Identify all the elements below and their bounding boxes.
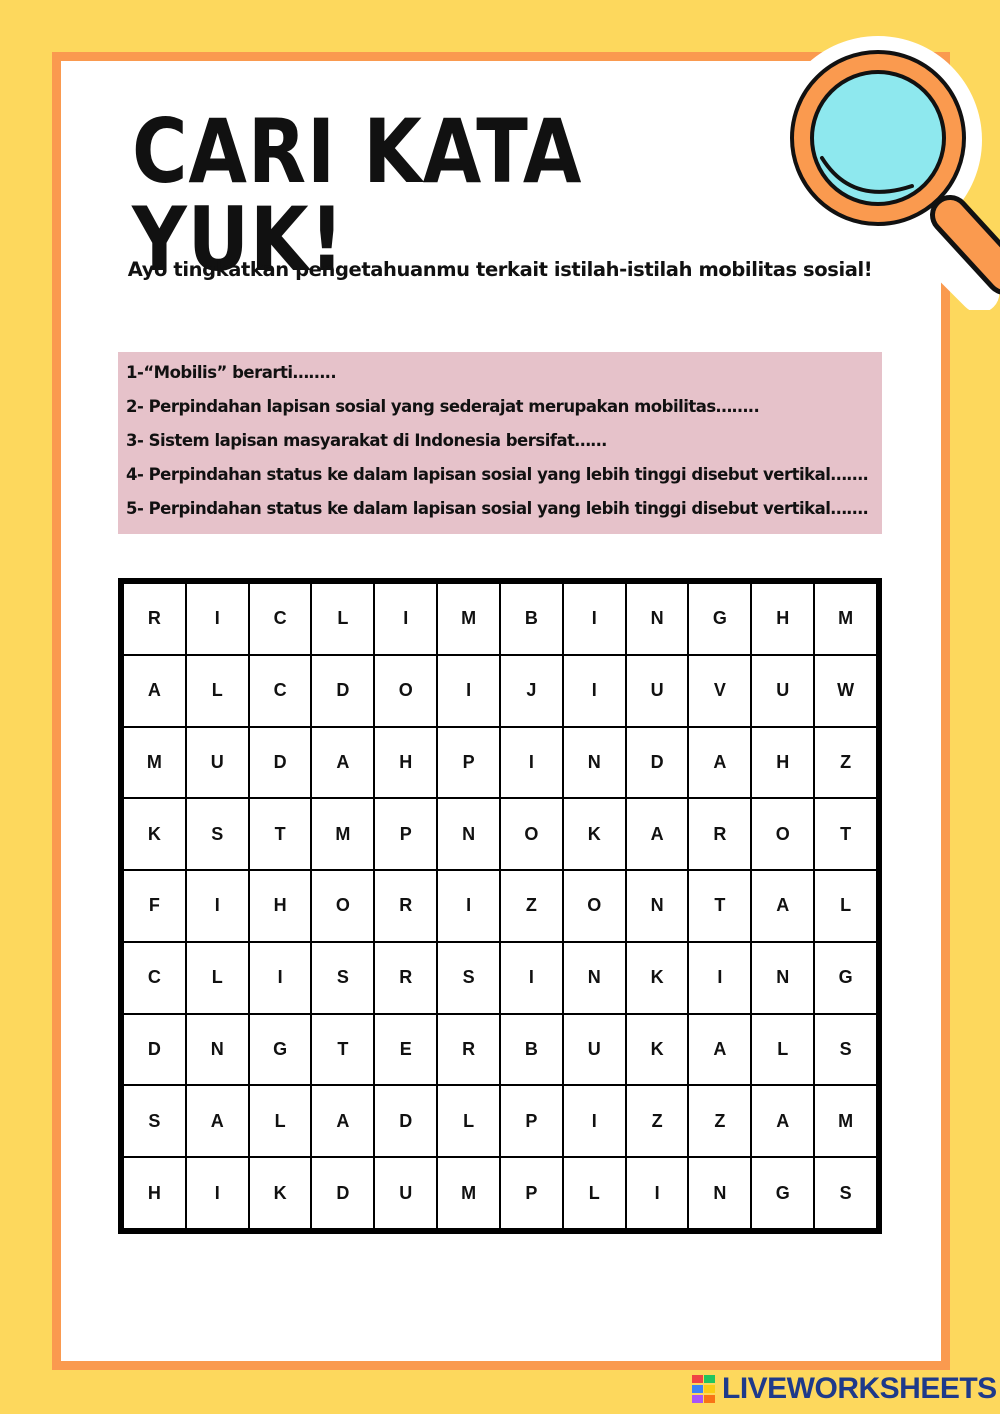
grid-cell[interactable]: O	[564, 871, 625, 941]
subtitle: Ayo tingkatkan pengetahuanmu terkait istilah-istilah mobilitas sosial!	[127, 258, 873, 281]
grid-cell[interactable]: Z	[627, 1086, 688, 1156]
grid-cell[interactable]: K	[627, 1015, 688, 1085]
grid-cell[interactable]: U	[375, 1158, 436, 1228]
grid-cell[interactable]: R	[375, 943, 436, 1013]
grid-cell[interactable]: N	[187, 1015, 248, 1085]
grid-cell[interactable]: L	[438, 1086, 499, 1156]
grid-cell[interactable]: A	[124, 656, 185, 726]
grid-cell[interactable]: N	[752, 943, 813, 1013]
liveworksheets-logo-icon	[692, 1375, 716, 1403]
grid-cell[interactable]: H	[250, 871, 311, 941]
grid-cell[interactable]: O	[312, 871, 373, 941]
grid-cell[interactable]: A	[752, 1086, 813, 1156]
grid-cell[interactable]: H	[752, 728, 813, 798]
grid-cell[interactable]: I	[438, 871, 499, 941]
grid-cell[interactable]: L	[564, 1158, 625, 1228]
grid-cell[interactable]: V	[689, 656, 750, 726]
grid-cell[interactable]: I	[375, 584, 436, 654]
grid-cell[interactable]: H	[124, 1158, 185, 1228]
grid-cell[interactable]: S	[312, 943, 373, 1013]
grid-cell[interactable]: R	[438, 1015, 499, 1085]
grid-cell[interactable]: I	[187, 1158, 248, 1228]
grid-cell[interactable]: S	[187, 799, 248, 869]
grid-cell[interactable]: N	[438, 799, 499, 869]
grid-cell[interactable]: L	[815, 871, 876, 941]
grid-cell[interactable]: H	[752, 584, 813, 654]
grid-cell[interactable]: N	[689, 1158, 750, 1228]
grid-cell[interactable]: D	[375, 1086, 436, 1156]
grid-cell[interactable]: A	[187, 1086, 248, 1156]
grid-cell[interactable]: G	[752, 1158, 813, 1228]
grid-cell[interactable]: R	[689, 799, 750, 869]
grid-cell[interactable]: M	[815, 584, 876, 654]
grid-cell[interactable]: M	[124, 728, 185, 798]
grid-cell[interactable]: A	[627, 799, 688, 869]
grid-cell[interactable]: L	[250, 1086, 311, 1156]
grid-cell[interactable]: S	[124, 1086, 185, 1156]
grid-cell[interactable]: D	[124, 1015, 185, 1085]
grid-cell[interactable]: I	[438, 656, 499, 726]
grid-cell[interactable]: H	[375, 728, 436, 798]
grid-cell[interactable]: A	[752, 871, 813, 941]
liveworksheets-brand	[692, 1372, 997, 1406]
grid-cell[interactable]: O	[375, 656, 436, 726]
grid-cell[interactable]: B	[501, 584, 562, 654]
grid-cell[interactable]: D	[312, 1158, 373, 1228]
grid-cell[interactable]: N	[564, 943, 625, 1013]
grid-cell[interactable]: I	[564, 584, 625, 654]
grid-cell[interactable]: D	[250, 728, 311, 798]
grid-cell[interactable]: C	[124, 943, 185, 1013]
grid-cell[interactable]: G	[250, 1015, 311, 1085]
grid-cell[interactable]: N	[627, 871, 688, 941]
grid-cell[interactable]: T	[250, 799, 311, 869]
word-search-grid	[118, 578, 882, 1234]
grid-cell[interactable]: T	[689, 871, 750, 941]
grid-cell[interactable]: K	[250, 1158, 311, 1228]
grid-cell[interactable]: K	[124, 799, 185, 869]
grid-cell[interactable]: I	[564, 1086, 625, 1156]
question-item: 2- Perpindahan lapisan sosial yang sederajat merupakan mobilitas……..	[126, 397, 760, 416]
grid-cell[interactable]: L	[187, 656, 248, 726]
grid-cell[interactable]: I	[250, 943, 311, 1013]
grid-cell[interactable]: F	[124, 871, 185, 941]
grid-cell[interactable]: A	[689, 728, 750, 798]
grid-cell[interactable]: S	[815, 1158, 876, 1228]
grid-cell[interactable]: G	[815, 943, 876, 1013]
grid-cell[interactable]: R	[375, 871, 436, 941]
grid-cell[interactable]: S	[815, 1015, 876, 1085]
grid-cell[interactable]: A	[689, 1015, 750, 1085]
grid-cell[interactable]: U	[752, 656, 813, 726]
grid-cell[interactable]: L	[312, 584, 373, 654]
grid-cell[interactable]: G	[689, 584, 750, 654]
grid-cell[interactable]: I	[627, 1158, 688, 1228]
grid-cell[interactable]: L	[187, 943, 248, 1013]
brand-text: LIVEWORKSHEETS	[722, 1372, 997, 1405]
question-item: 1-“Mobilis” berarti……..	[126, 363, 337, 382]
grid-cell[interactable]: B	[501, 1015, 562, 1085]
grid-cell[interactable]: N	[564, 728, 625, 798]
grid-cell[interactable]: S	[438, 943, 499, 1013]
grid-cell[interactable]: M	[312, 799, 373, 869]
grid-cell[interactable]: E	[375, 1015, 436, 1085]
grid-cell[interactable]: A	[312, 1086, 373, 1156]
grid-cell[interactable]: A	[312, 728, 373, 798]
grid-cell[interactable]: Z	[501, 871, 562, 941]
question-item: 5- Perpindahan status ke dalam lapisan sosial yang lebih tinggi disebut vertikal…….	[126, 499, 869, 518]
grid-cell[interactable]: R	[124, 584, 185, 654]
grid-cell[interactable]: Z	[689, 1086, 750, 1156]
grid-cell[interactable]: D	[312, 656, 373, 726]
grid-cell[interactable]: P	[375, 799, 436, 869]
grid-cell[interactable]: W	[815, 656, 876, 726]
grid-cell[interactable]: C	[250, 584, 311, 654]
grid-cell[interactable]: M	[815, 1086, 876, 1156]
grid-cell[interactable]: P	[501, 1086, 562, 1156]
grid-cell[interactable]: C	[250, 656, 311, 726]
grid-cell[interactable]: T	[815, 799, 876, 869]
grid-cell[interactable]: O	[501, 799, 562, 869]
grid-cell[interactable]: I	[187, 871, 248, 941]
grid-cell[interactable]: P	[438, 728, 499, 798]
grid-cell[interactable]: M	[438, 584, 499, 654]
question-item: 4- Perpindahan status ke dalam lapisan sosial yang lebih tinggi disebut vertikal…….	[126, 465, 869, 484]
grid-cell[interactable]: I	[501, 728, 562, 798]
grid-cell[interactable]: I	[187, 584, 248, 654]
grid-cell[interactable]: D	[627, 728, 688, 798]
grid-cell[interactable]: U	[187, 728, 248, 798]
grid-cell[interactable]: U	[564, 1015, 625, 1085]
grid-cell[interactable]: U	[627, 656, 688, 726]
grid-cell[interactable]: M	[438, 1158, 499, 1228]
grid-cell[interactable]: K	[627, 943, 688, 1013]
question-item: 3- Sistem lapisan masyarakat di Indonesia bersifat……	[126, 431, 607, 450]
grid-cell[interactable]: O	[752, 799, 813, 869]
grid-cell[interactable]: I	[564, 656, 625, 726]
page-title: CARI KATA YUK!	[132, 100, 583, 291]
grid-cell[interactable]: Z	[815, 728, 876, 798]
grid-cell[interactable]: J	[501, 656, 562, 726]
grid-cell[interactable]: L	[752, 1015, 813, 1085]
question-list	[118, 352, 882, 534]
grid-cell[interactable]: N	[627, 584, 688, 654]
grid-cell[interactable]: I	[501, 943, 562, 1013]
grid-cell[interactable]: P	[501, 1158, 562, 1228]
grid-cell[interactable]: I	[689, 943, 750, 1013]
grid-cell[interactable]: T	[312, 1015, 373, 1085]
grid-cell[interactable]: K	[564, 799, 625, 869]
